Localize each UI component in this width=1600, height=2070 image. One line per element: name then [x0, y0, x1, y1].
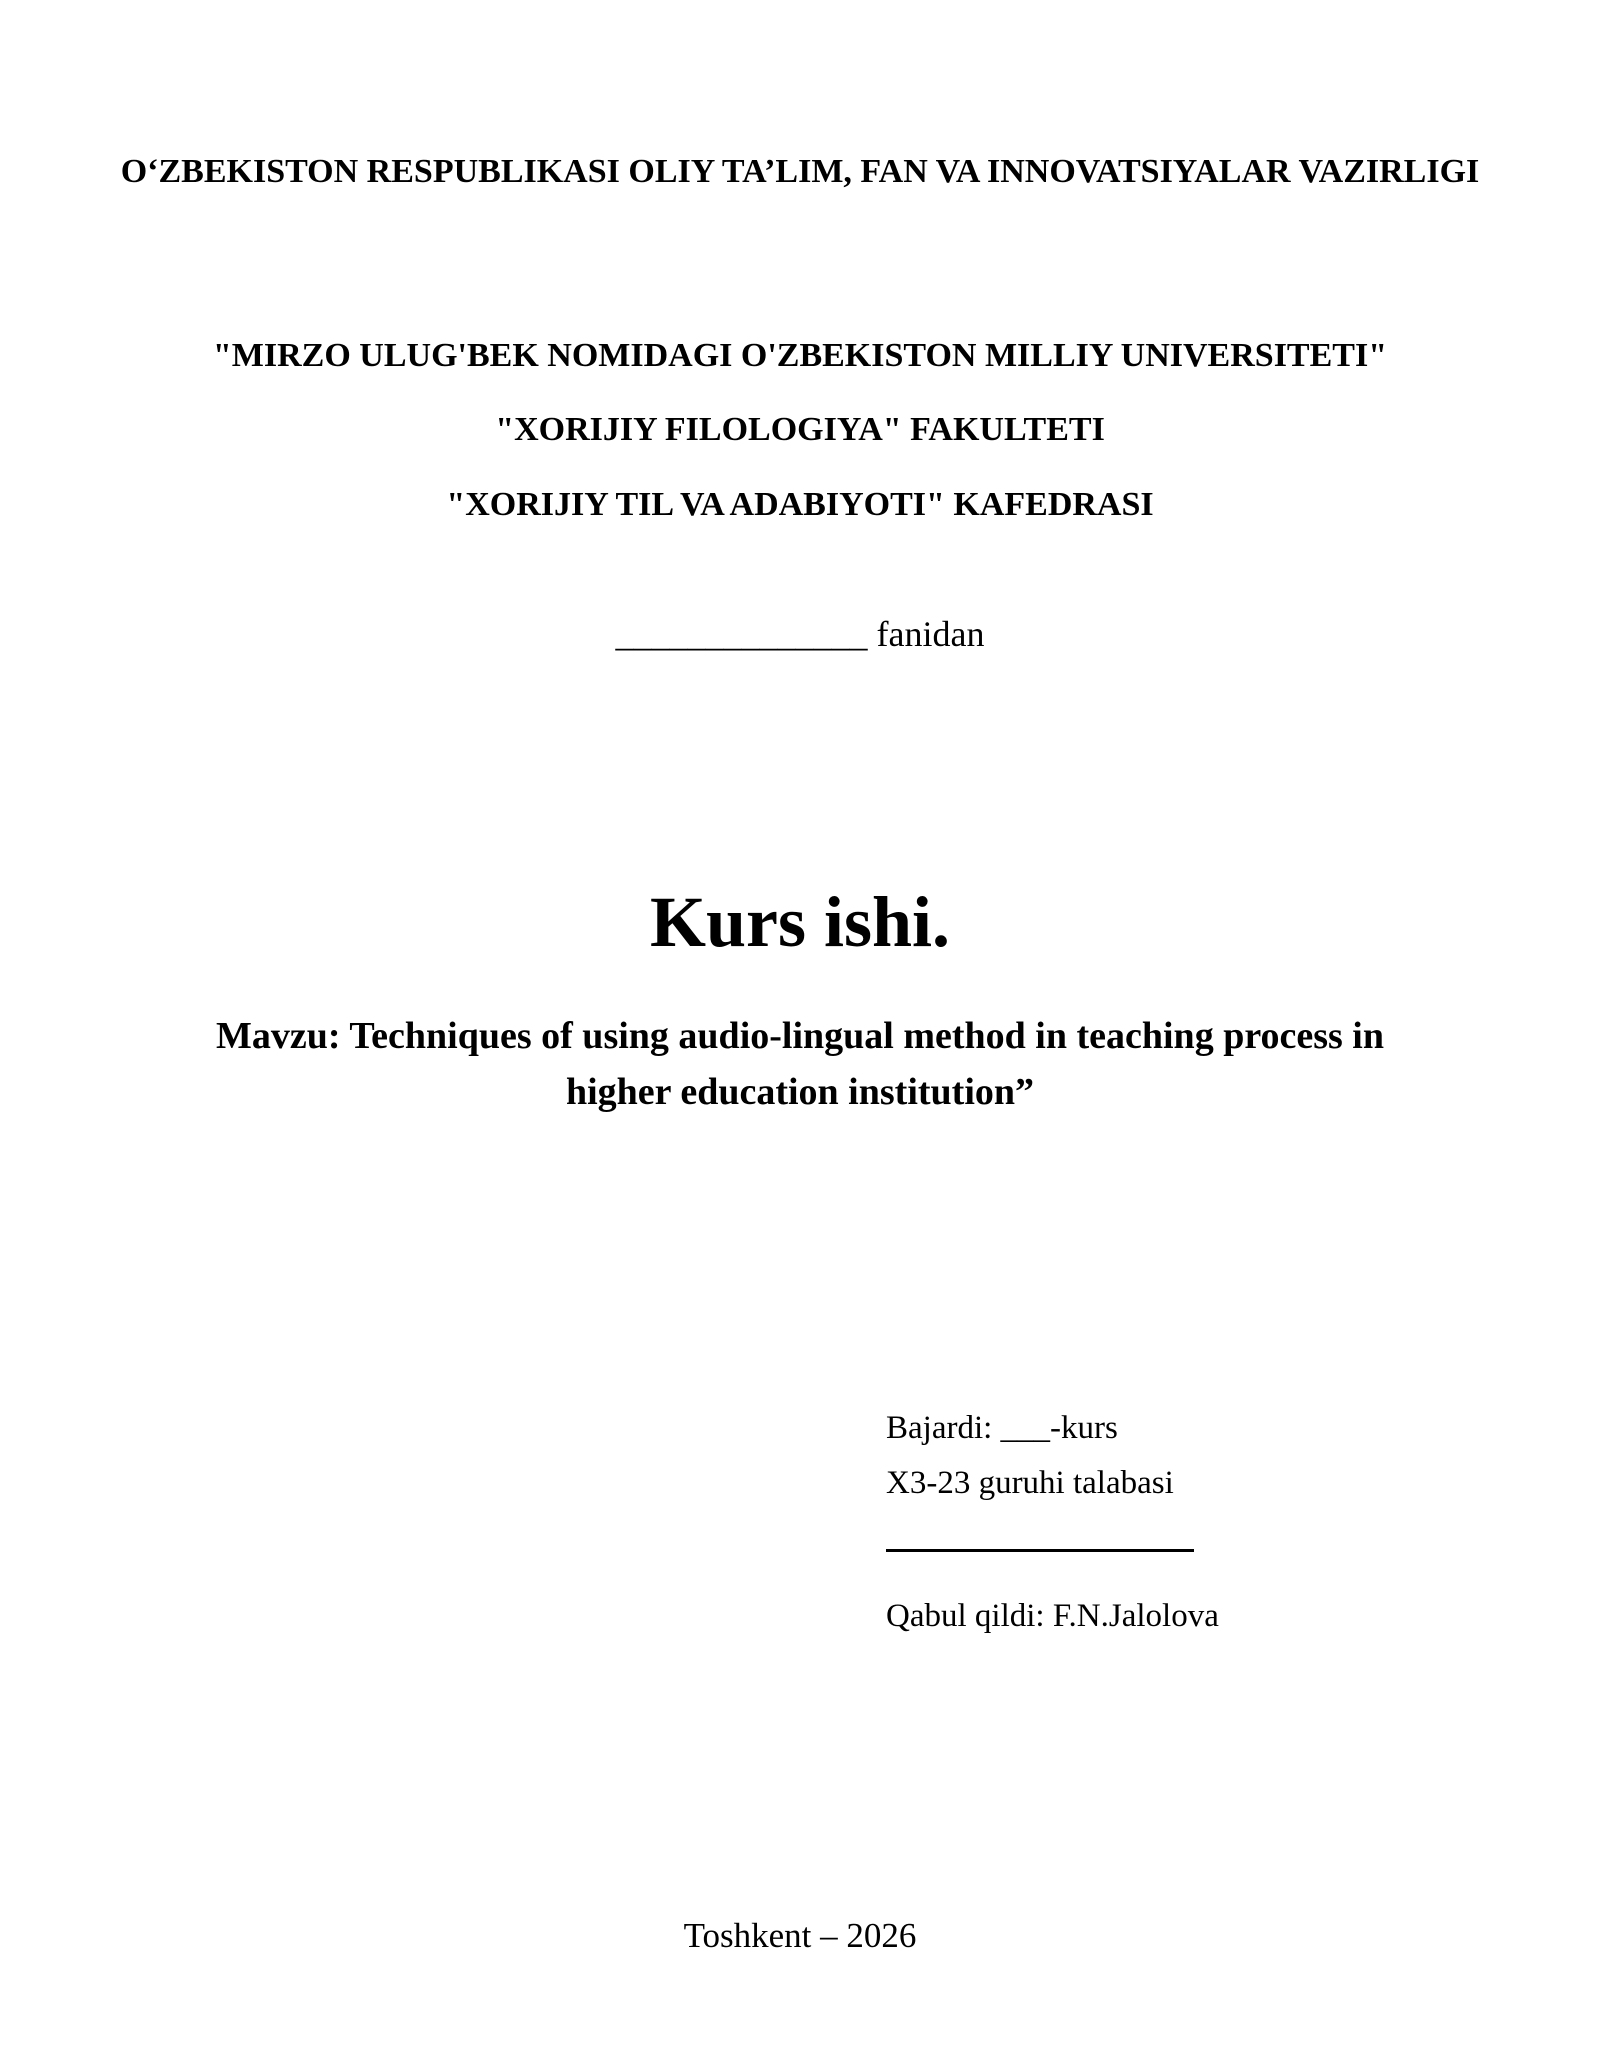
department-name: "XORIJIY TIL VA ADABIYOTI" KAFEDRASI [446, 486, 1154, 523]
topic-line: Mavzu: Techniques of using audio-lingual method in teaching process in higher education institution” [215, 1015, 1385, 1113]
faculty-name: "XORIJIY FILOLOGIYA" FAKULTETI [495, 411, 1105, 448]
ministry-heading: O‘ZBEKISTON RESPUBLIKASI OLIY TA’LIM, FAN VA INNOVATSIYALAR VAZIRLIGI [120, 153, 1480, 190]
city-year-footer: Toshkent – 2026 [683, 1916, 917, 1955]
bajardi-line: Bajardi: ___-kurs [886, 1410, 1118, 1446]
qabul-qildi-line: Qabul qildi: F.N.Jalolova [886, 1598, 1219, 1634]
group-line: X3-23 guruhi talabasi [886, 1465, 1174, 1501]
university-name: "MIRZO ULUG'BEK NOMIDAGI O'ZBEKISTON MILLIY UNIVERSITETI" [212, 337, 1388, 374]
student-name-blank-line [886, 1549, 1194, 1552]
document-title: Kurs ishi. [649, 882, 951, 962]
subject-line: ______________ fanidan [615, 614, 985, 654]
